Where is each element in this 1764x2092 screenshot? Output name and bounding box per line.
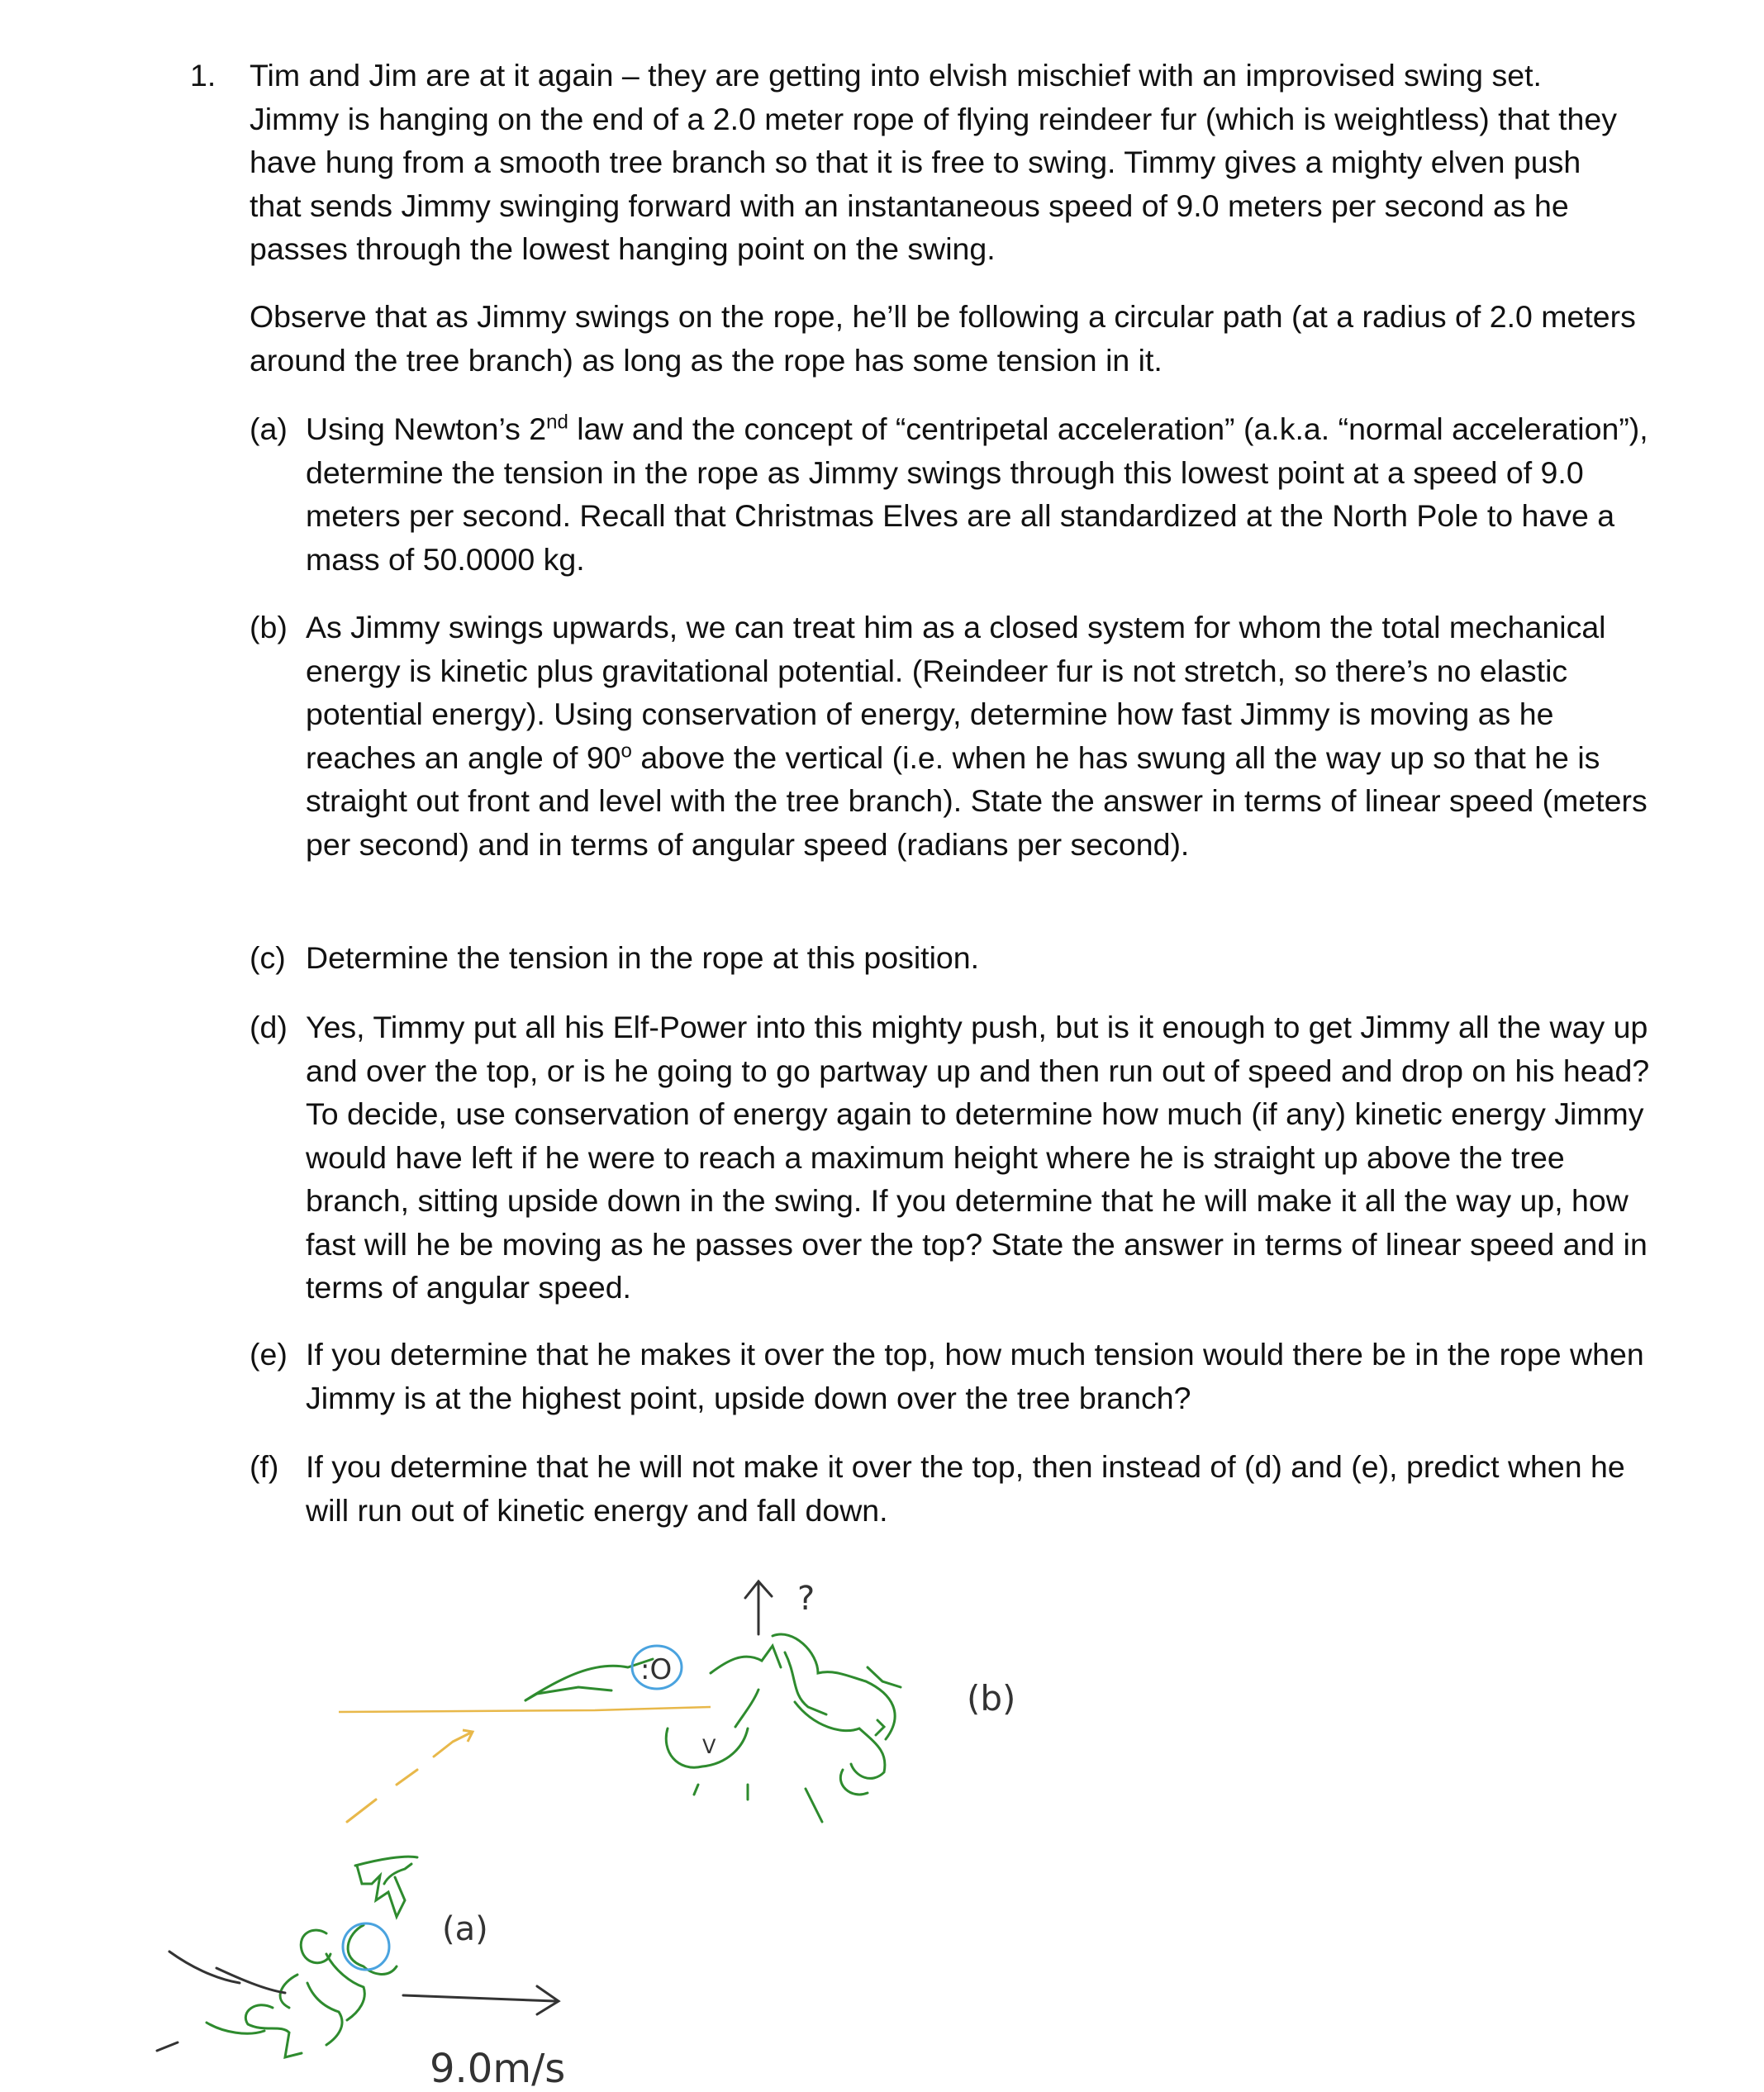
part-c-label: (c) [250,940,286,975]
part-d-label: (d) [250,1010,288,1044]
handwritten-sketch [0,1537,1764,2092]
up-arrow-icon [745,1581,772,1634]
part-a-label: (a) [250,411,288,446]
face-b-label: :O [640,1653,673,1686]
velocity-arrow-icon [403,1986,559,2014]
part-b-text: As Jimmy swings upwards, we can treat him as a closed system for whom the total mechanical energy is kinetic plus gravitational potential. (Reindeer fur is not stretch, so there’s no elastic potential energy). Using conservation of energy, determine how fast Jimmy is moving as he reaches an angle of 90$^o$ above the vertical (i.e. when he has swung all the way up so that he is straight out front and level with the tree branch). State the answer in terms of linear speed (meters per second) and in terms of angular speed (radians per second). [306,610,1648,862]
label-a: (a) [442,1910,488,1948]
motion-lines [157,1952,285,2051]
problem-number: 1. [190,58,216,93]
part-d-text: Yes, Timmy put all his Elf-Power into this mighty push, but is it enough to get Jimmy all the way up and over the top, or is he going to go partway up and then run out of speed and drop on his head? To decide, use conservation of energy again to determine how much (if any) kinetic energy Jimmy would have left if he were to reach a maximum height where he is straight up above the tree branch, sitting upside down in the swing. If you determine that he will make it all the way up, how fast will he be moving as he passes over the top? State the answer in terms of linear speed and in terms of angular speed. [306,1010,1650,1305]
problem-intro: Tim and Jim are at it again – they are getting into elvish mischief with an improvised swing set. Jimmy is hanging on the end of a 2.0 meter rope of flying reindeer fur (which is weightless) that they have hung from a smooth tree branch so that it is free to swing. Timmy gives a mighty elven push that sends Jimmy swinging forward with an instantaneous speed of 9.0 meters per second as he passes through the lowest hanging point on the swing. [250,58,1617,266]
trajectory-arrowhead [453,1730,473,1742]
part-a-text: Using Newton’s 2nd law and the concept of “centripetal acceleration” (a.k.a. “normal acceleration”), determine the tension in the rope as Jimmy swings through this lowest point at a speed of 9.0 meters per second. Recall that Christmas Elves are all standardized at the North Pole to have a mass of 50.0000 kg. [306,411,1648,577]
part-f-text: If you determine that he will not make it over the top, then instead of (d) and (e), predict when he will run out of kinetic energy and fall down. [306,1449,1625,1528]
speed-label: 9.0m/s [430,2046,566,2092]
elf-a-face-icon [343,1923,389,1970]
question-mark-label: ? [797,1580,815,1618]
elf-at-b-figure [525,1634,901,1822]
part-b-label: (b) [250,610,288,644]
label-b: (b) [967,1678,1016,1719]
trajectory-dashed-path [347,1742,453,1822]
part-c-text: Determine the tension in the rope at this position. [306,940,980,975]
branch-level-line [339,1707,711,1712]
part-f-label: (f) [250,1449,279,1484]
part-e-text: If you determine that he makes it over the top, how much tension would there be in the rope when Jimmy is at the highest point, upside down over the tree branch? [306,1337,1644,1415]
part-e-label: (e) [250,1337,288,1372]
v-mark-label: V [702,1735,716,1758]
observe-paragraph: Observe that as Jimmy swings on the rope, he’ll be following a circular path (at a radius of 2.0 meters around the tree branch) as long as the rope has some tension in it. [250,299,1636,378]
